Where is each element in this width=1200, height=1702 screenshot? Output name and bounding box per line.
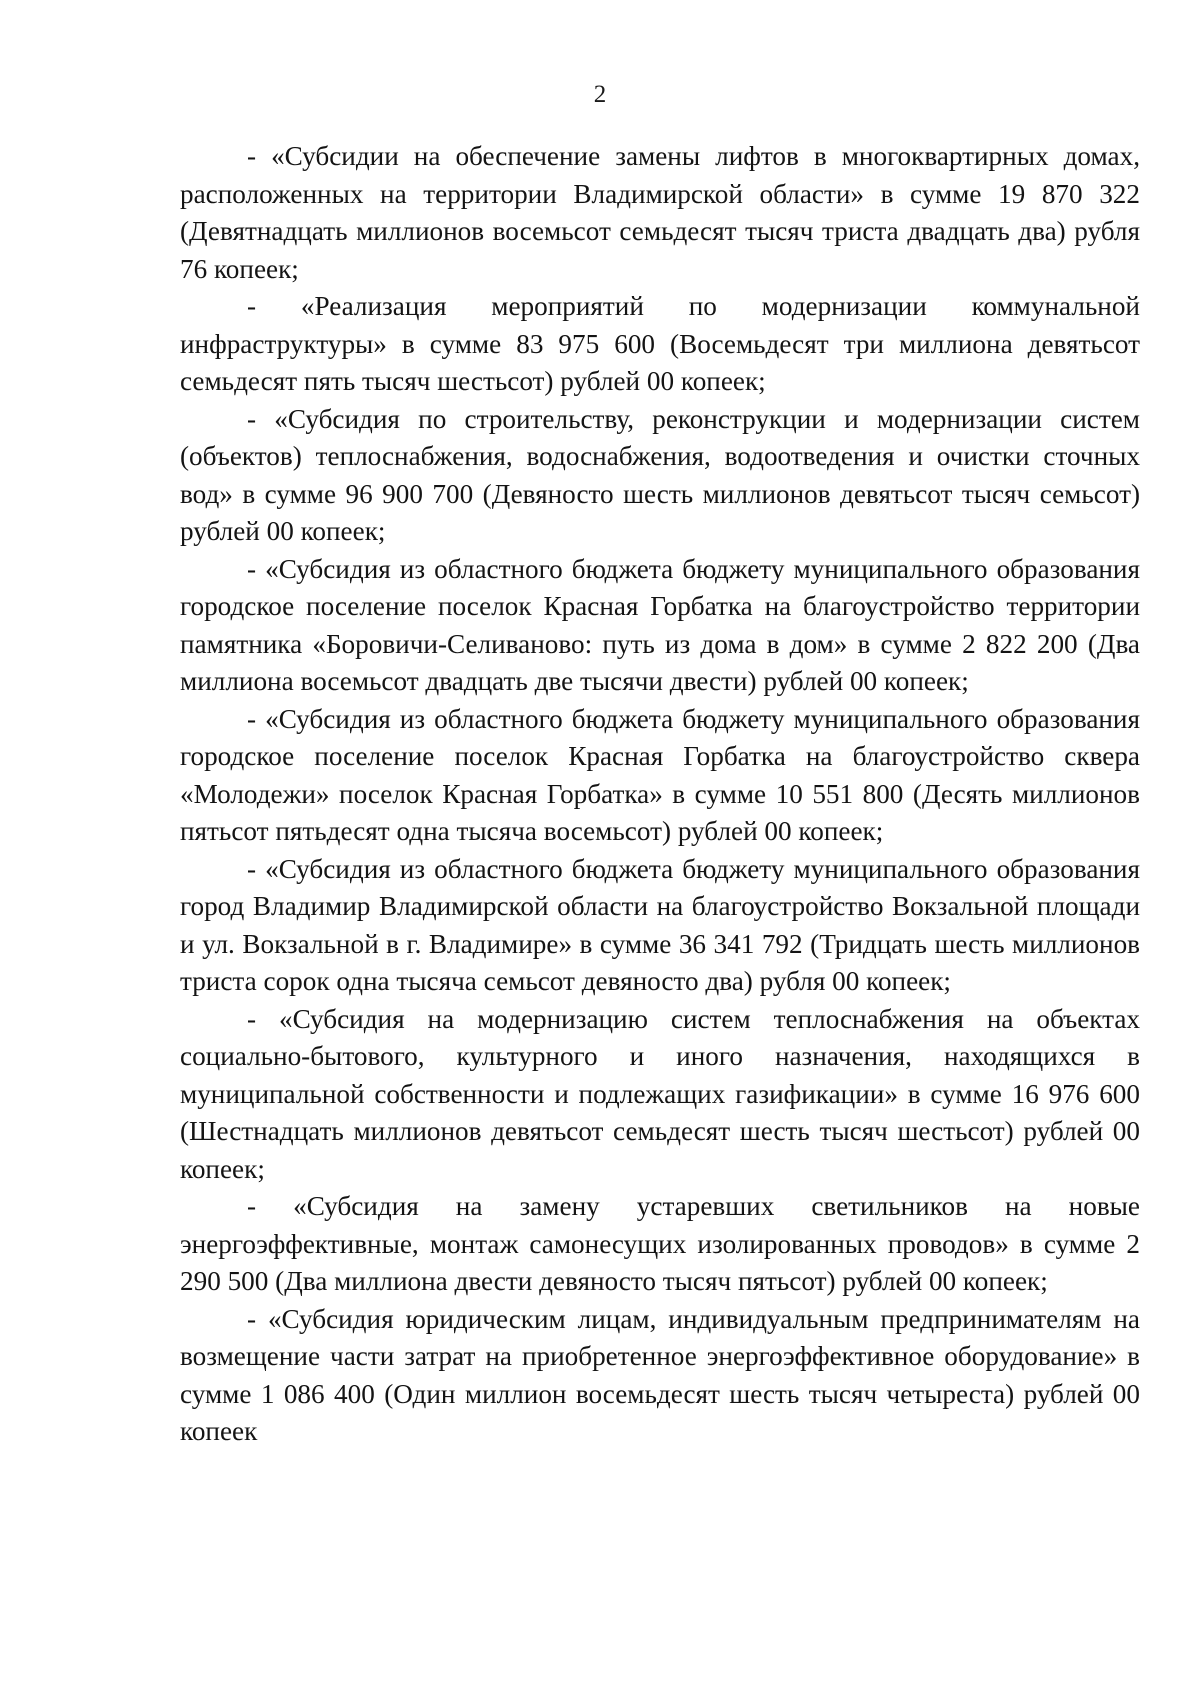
paragraph-elevator-replacement-subsidy: - «Субсидии на обеспечение замены лифтов в многоквартирных домах, расположенных на территории Владимирской области» в сумме 19 870 322 (Девятнадцать миллионов восемьсот семьдесят тысяч триста двадцать два) рубля 76 копеек; <box>180 141 1140 284</box>
paragraph-youth-square-improvement: - «Субсидия из областного бюджета бюджету муниципального образования городское поселение поселок Красная Горбатка на благоустройство сквера «Молодежи» поселок Красная Горбатка» в сумме 10 551 800 (Десять миллионов пятьсот пятьдесят одна тысяча восемьсот) рублей 00 копеек; <box>180 703 1140 846</box>
paragraph-heat-water-supply-subsidy: - «Субсидия по строительству, реконструкции и модернизации систем (объектов) теплоснабжения, водоснабжения, водоотведения и очистки сточных вод» в сумме 96 900 700 (Девяносто шесть миллионов девятьсот тысяч семьсот) рублей 00 копеек; <box>180 403 1140 546</box>
paragraph-monument-territory-improvement: - «Субсидия из областного бюджета бюджету муниципального образования городское поселение поселок Красная Горбатка на благоустройство территории памятника «Боровичи-Селиваново: путь из дома в дом» в сумме 2 822 200 (Два миллиона восемьсот двадцать две тысячи двести) рублей 00 копеек; <box>180 553 1140 696</box>
page-number: 2 <box>593 81 607 108</box>
paragraph-vokzalnaya-square-improvement: - «Субсидия из областного бюджета бюджету муниципального образования город Владимир Владимирской области на благоустройство Вокзальной площади и ул. Вокзальной в г. Владимире» в сумме 36 341 792 (Тридцать шесть миллионов триста сорок одна тысяча семьсот девяносто два) рубля 00 копеек; <box>180 853 1140 996</box>
paragraph-energy-efficient-equipment: - «Субсидия юридическим лицам, индивидуальным предпринимателям на возмещение части затрат на приобретенное энергоэффективное оборудование» в сумме 1 086 400 (Один миллион восемьдесят шесть тысяч четыреста) рублей 00 копеек <box>180 1303 1140 1446</box>
paragraph-luminaires-replacement: - «Субсидия на замену устаревших светильников на новые энергоэффективные, монтаж самонесущих изолированных проводов» в сумме 2 290 500 (Два миллиона двести девяносто тысяч пятьсот) рублей 00 копеек; <box>180 1191 1140 1296</box>
document-body <box>180 138 1140 1451</box>
paragraph-heating-systems-modernization: - «Субсидия на модернизацию систем теплоснабжения на объектах социально-бытового, культурного и иного назначения, находящихся в муниципальной собственности и подлежащих газификации» в сумме 16 976 600 (Шестнадцать миллионов девятьсот семьдесят шесть тысяч шестьсот) рублей 00 копеек; <box>180 1003 1140 1184</box>
paragraph-communal-infrastructure-modernization: - «Реализация мероприятий по модернизации коммунальной инфраструктуры» в сумме 83 975 600 (Восемьдесят три миллиона девятьсот семьдесят пять тысяч шестьсот) рублей 00 копеек; <box>180 291 1140 396</box>
